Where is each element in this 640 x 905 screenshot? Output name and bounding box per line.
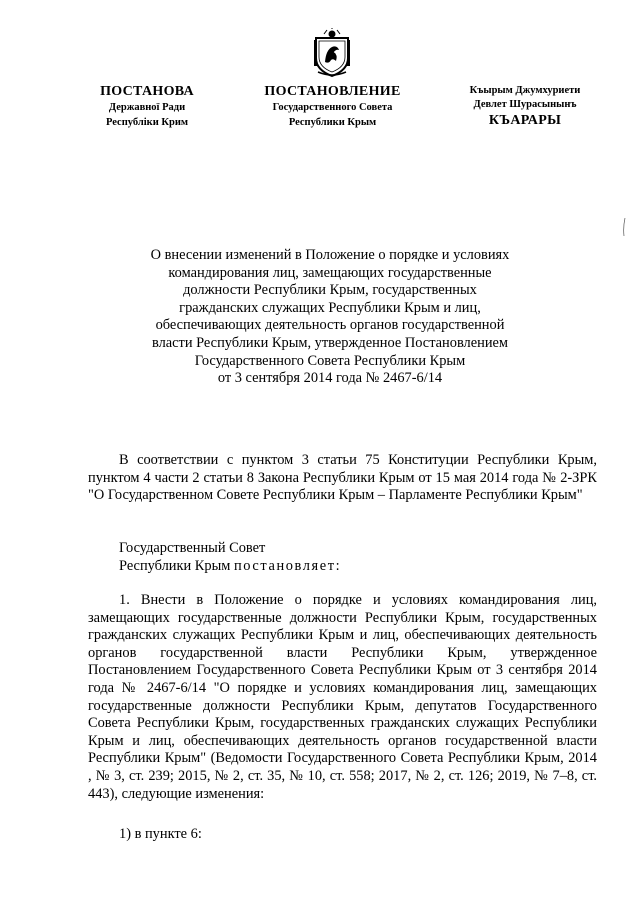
margin-mark <box>621 218 627 236</box>
enacting-clause <box>119 540 599 575</box>
title-line: власти Республики Крым, утвержденное Постановлением <box>151 334 509 351</box>
header-ukrainian <box>62 84 232 130</box>
title-line: должности Республики Крым, государственных <box>183 282 477 299</box>
preamble-paragraph: В соответствии с пунктом 3 статьи 75 Конституции Республики Крым, пунктом 4 части 2 статьи 8 Закона Республики Крым от 15 мая 2014 года № 2-ЗРК "О Государственном Совете Республики Крым – Парламенте Республики Крым" <box>88 452 597 504</box>
header-left-title: ПОСТАНОВА <box>100 84 194 99</box>
header-left-line2: Республіки Крим <box>105 117 189 128</box>
title-line: командирования лиц, замещающих государственные <box>168 264 492 281</box>
document-title <box>100 247 560 388</box>
item-1-paragraph: 1. Внести в Положение о порядке и условиях командирования лиц, замещающих государственные должности Республики Крым, государственных гражданских служащих Республики Крым и лиц, обеспечивающих деятельность органов государственной власти Республики Крым, утвержденное Постановлением Государственного Совета Республики Крым от 3 сентября 2014 года № 2467-6/14 "О порядке и условиях командирования лиц, замещающих государственные должности Республики Крым, депутатов Государственного Совета Республики Крым, государственных гражданских служащих Республики Крым и лиц, обеспечивающих деятельность органов государственной власти Республики Крым" (Ведомости Государственного Совета Республики Крым, 2014 , № 3, ст. 239; 2015, № 2, ст. 35, № 10, ст. 558; 2017, № 2, ст. 126; 2019, № 7–8, ст. 443), следующие изменения: <box>88 592 597 802</box>
title-line: О внесении изменений в Положение о порядке и условиях <box>150 247 510 263</box>
header-right-line1: Къырым Джумхуриети <box>469 85 581 96</box>
council-decrees <box>119 558 599 576</box>
header-center-line1: Государственного Совета <box>272 102 393 113</box>
council-region: Республики Крым <box>119 557 234 574</box>
title-line: от 3 сентября 2014 года № 2467-6/14 <box>217 370 443 387</box>
council-name: Государственный Совет <box>119 540 266 556</box>
header-right-title: КЪАРАРЫ <box>488 113 562 128</box>
header-left-line1: Державної Ради <box>108 102 186 113</box>
title-line: Государственного Совета Республики Крым <box>194 352 466 369</box>
crimea-coat-of-arms-icon <box>312 28 352 78</box>
header-crimean-tatar <box>440 84 610 129</box>
title-line: гражданских служащих Республики Крым и лиц, <box>179 299 481 316</box>
header-russian <box>245 84 420 130</box>
header-right-line2: Девлет Шурасынынъ <box>473 99 577 110</box>
subitem-1: 1) в пункте 6: <box>119 826 202 842</box>
decrees-word: постановляет: <box>233 557 342 574</box>
title-line: обеспечивающих деятельность органов государственной <box>155 317 505 334</box>
header-center-line2: Республики Крым <box>288 117 377 128</box>
header-center-title: ПОСТАНОВЛЕНИЕ <box>264 84 401 99</box>
